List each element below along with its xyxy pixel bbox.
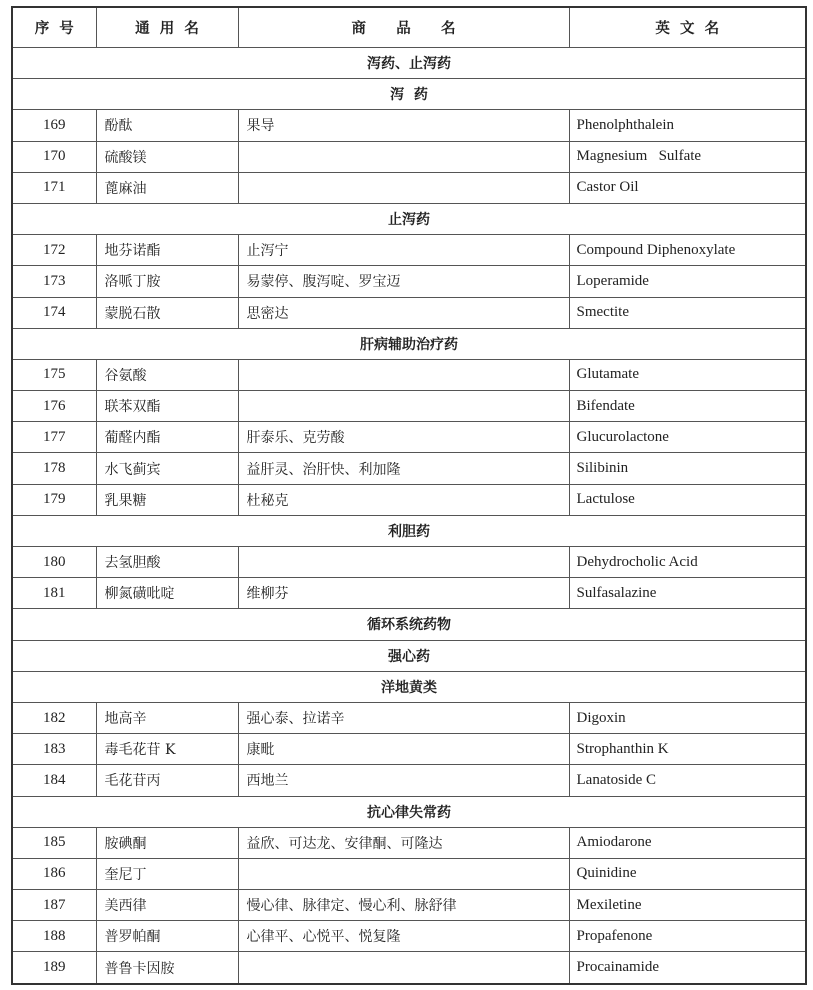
header-number [12,7,96,48]
cell-brand-name [238,547,569,578]
table-row [12,422,806,453]
cell-generic-name: 美西律 [96,890,238,921]
cell-english-name: Glutamate [569,359,806,390]
cell-generic-name: 谷氨酸 [96,359,238,390]
table-row [12,547,806,578]
cell-number: 176 [12,391,96,422]
cell-generic-name: 乳果糖 [96,484,238,515]
cell-generic-name: 胺碘酮 [96,827,238,858]
table-body [12,48,806,984]
cell-english-name: Lactulose [569,484,806,515]
cell-english-name: Smectite [569,297,806,328]
cell-brand-name: 维柳芬 [238,578,569,609]
table-row [12,734,806,765]
cell-brand-name [238,391,569,422]
cell-english-name: Sulfasalazine [569,578,806,609]
cell-number: 186 [12,858,96,889]
cell-brand-name: 慢心律、脉律定、慢心利、脉舒律 [238,890,569,921]
section-title: 利胆药 [12,515,806,546]
section-row [12,203,806,234]
cell-brand-name [238,858,569,889]
table-row [12,484,806,515]
section-title: 泻 药 [12,79,806,110]
cell-number: 178 [12,453,96,484]
header-english-label: 英 文 名 [655,21,720,37]
section-row [12,79,806,110]
cell-brand-name: 果导 [238,110,569,141]
cell-generic-name: 联苯双酯 [96,391,238,422]
cell-english-name: Glucurolactone [569,422,806,453]
cell-number: 188 [12,921,96,952]
cell-generic-name: 蓖麻油 [96,172,238,203]
cell-generic-name: 酚酞 [96,110,238,141]
cell-number: 179 [12,484,96,515]
section-row [12,515,806,546]
cell-brand-name: 杜秘克 [238,484,569,515]
cell-brand-name: 心律平、心悦平、悦复隆 [238,921,569,952]
table-row [12,765,806,796]
table-row [12,391,806,422]
table-row [12,172,806,203]
cell-english-name: Quinidine [569,858,806,889]
cell-brand-name: 肝泰乐、克劳酸 [238,422,569,453]
cell-number: 180 [12,547,96,578]
header-generic-label: 通 用 名 [135,21,199,37]
cell-english-name: Mexiletine [569,890,806,921]
cell-number: 183 [12,734,96,765]
table-row [12,297,806,328]
cell-generic-name: 地高辛 [96,702,238,733]
cell-number: 185 [12,827,96,858]
cell-english-name: Amiodarone [569,827,806,858]
cell-number: 172 [12,235,96,266]
cell-brand-name [238,172,569,203]
cell-brand-name: 易蒙停、腹泻啶、罗宝迈 [238,266,569,297]
cell-generic-name: 蒙脱石散 [96,297,238,328]
cell-number: 184 [12,765,96,796]
table-row [12,890,806,921]
cell-english-name: Strophanthin K [569,734,806,765]
cell-generic-name: 洛哌丁胺 [96,266,238,297]
section-title: 抗心律失常药 [12,796,806,827]
header-number-label: 序 号 [34,21,74,37]
cell-english-name: Castor Oil [569,172,806,203]
cell-number: 189 [12,952,96,984]
cell-brand-name: 强心泰、拉诺辛 [238,702,569,733]
cell-generic-name: 水飞蓟宾 [96,453,238,484]
cell-number: 182 [12,702,96,733]
cell-english-name: Phenolphthalein [569,110,806,141]
table-row [12,141,806,172]
cell-generic-name: 奎尼丁 [96,858,238,889]
cell-generic-name: 地芬诺酯 [96,235,238,266]
section-row [12,671,806,702]
table-row [12,359,806,390]
table-row [12,702,806,733]
cell-number: 173 [12,266,96,297]
table-row [12,266,806,297]
drug-table [11,6,807,985]
table-row [12,921,806,952]
table-row [12,827,806,858]
cell-brand-name [238,141,569,172]
header-english-name [569,7,806,48]
cell-english-name: Loperamide [569,266,806,297]
cell-generic-name: 毒毛花苷 K [96,734,238,765]
cell-english-name: Magnesium Sulfate [569,141,806,172]
cell-generic-name: 普罗帕酮 [96,921,238,952]
cell-brand-name [238,952,569,984]
cell-english-name: Lanatoside C [569,765,806,796]
header-brand-label: 商 品 名 [351,21,456,37]
cell-english-name: Bifendate [569,391,806,422]
section-title: 泻药、止泻药 [12,48,806,79]
section-row [12,48,806,79]
cell-number: 174 [12,297,96,328]
cell-english-name: Digoxin [569,702,806,733]
cell-number: 187 [12,890,96,921]
cell-generic-name: 柳氮磺吡啶 [96,578,238,609]
table-row [12,235,806,266]
table-row [12,952,806,984]
cell-english-name: Propafenone [569,921,806,952]
cell-brand-name: 康毗 [238,734,569,765]
header-row [12,7,806,48]
cell-english-name: Compound Diphenoxylate [569,235,806,266]
cell-number: 177 [12,422,96,453]
cell-generic-name: 硫酸镁 [96,141,238,172]
section-title: 循环系统药物 [12,609,806,640]
cell-generic-name: 普鲁卡因胺 [96,952,238,984]
table-row [12,578,806,609]
cell-brand-name: 益欣、可达龙、安律酮、可隆达 [238,827,569,858]
header-generic-name [96,7,238,48]
table-row [12,453,806,484]
cell-english-name: Dehydrocholic Acid [569,547,806,578]
cell-number: 175 [12,359,96,390]
section-row [12,640,806,671]
section-row [12,609,806,640]
cell-brand-name: 西地兰 [238,765,569,796]
cell-brand-name [238,359,569,390]
cell-number: 171 [12,172,96,203]
section-title: 肝病辅助治疗药 [12,328,806,359]
cell-number: 181 [12,578,96,609]
cell-generic-name: 葡醛内酯 [96,422,238,453]
cell-brand-name: 益肝灵、治肝快、利加隆 [238,453,569,484]
cell-brand-name: 思密达 [238,297,569,328]
section-title: 强心药 [12,640,806,671]
cell-english-name: Procainamide [569,952,806,984]
cell-english-name: Silibinin [569,453,806,484]
cell-generic-name: 去氢胆酸 [96,547,238,578]
cell-brand-name: 止泻宁 [238,235,569,266]
cell-number: 169 [12,110,96,141]
section-row [12,796,806,827]
table-row [12,858,806,889]
cell-number: 170 [12,141,96,172]
section-row [12,328,806,359]
header-brand-name [238,7,569,48]
section-title: 洋地黄类 [12,671,806,702]
cell-generic-name: 毛花苷丙 [96,765,238,796]
table-row [12,110,806,141]
section-title: 止泻药 [12,203,806,234]
